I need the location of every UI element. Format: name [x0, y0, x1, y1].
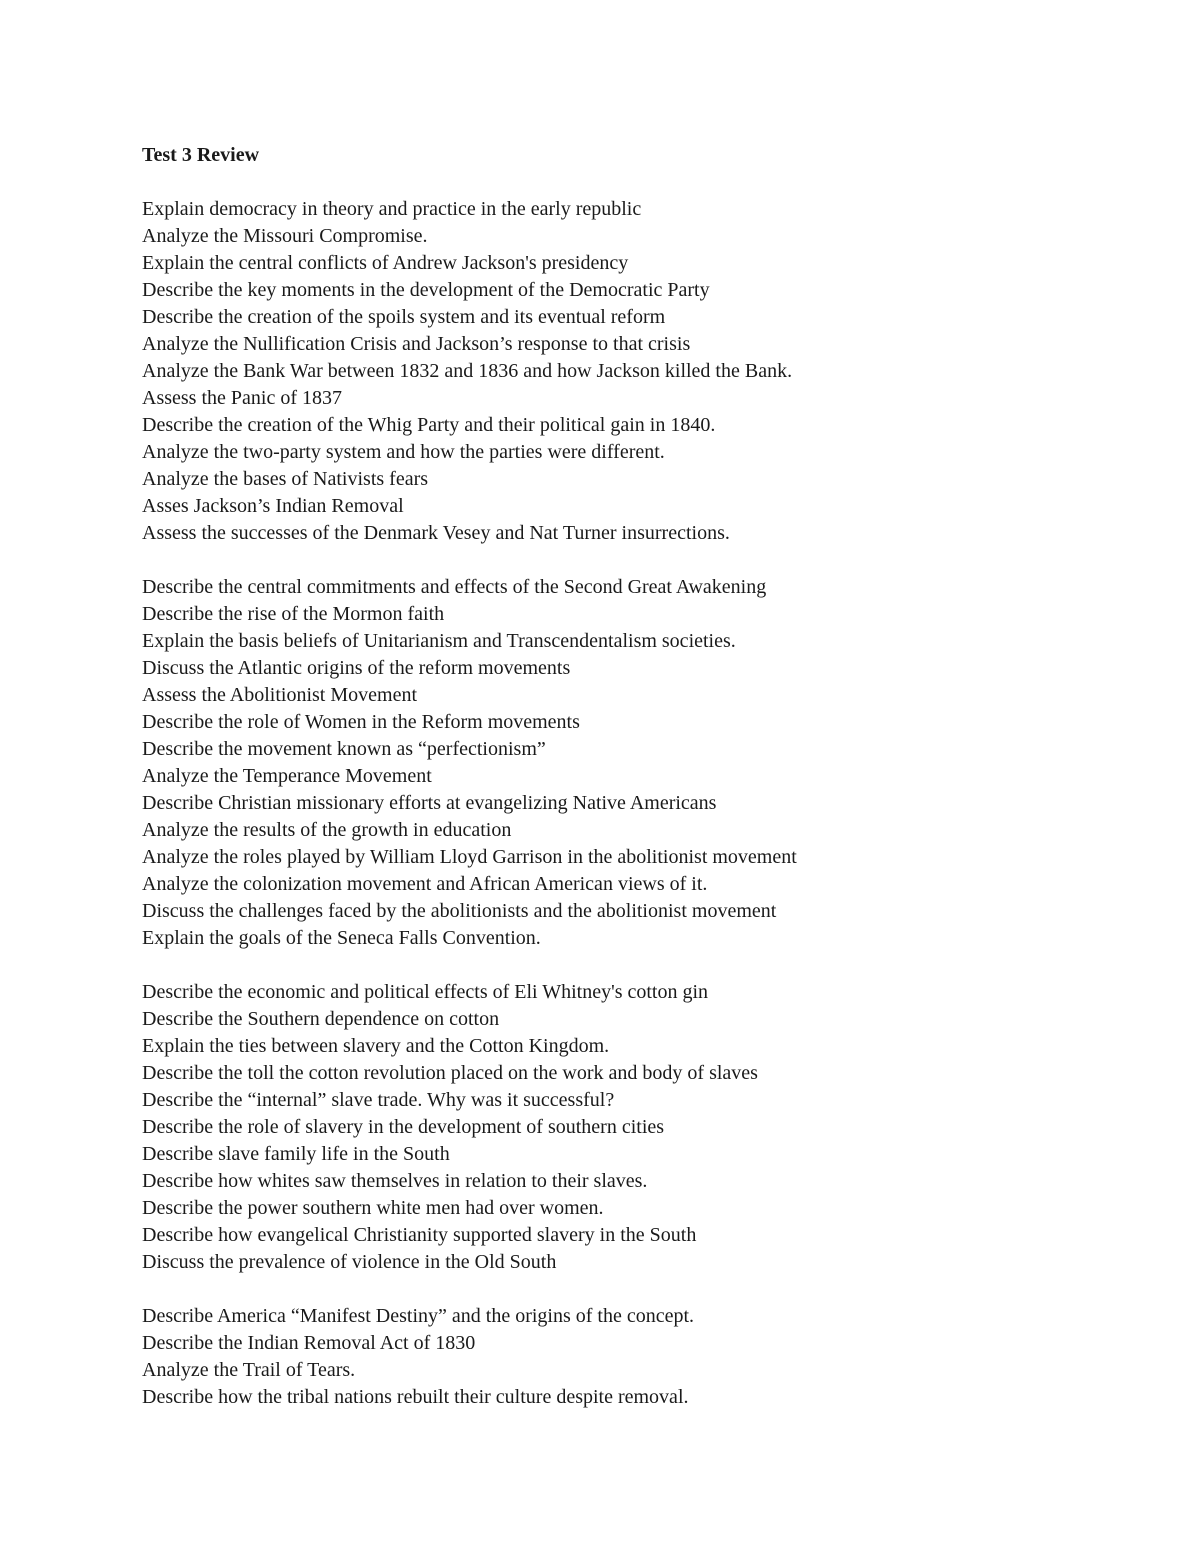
review-item: Describe the creation of the spoils system and its eventual reform — [142, 306, 666, 328]
review-item: Describe the role of Women in the Reform movements — [142, 711, 580, 733]
review-section-4 — [142, 1303, 1142, 1411]
document-body — [142, 142, 1142, 1438]
review-item: Analyze the Missouri Compromise. — [142, 225, 428, 247]
review-item: Assess the Panic of 1837 — [142, 387, 342, 409]
review-item: Describe the movement known as “perfectionism” — [142, 738, 546, 760]
review-sections — [142, 196, 1142, 1411]
review-item: Discuss the prevalence of violence in the Old South — [142, 1251, 557, 1273]
review-item: Analyze the Trail of Tears. — [142, 1359, 356, 1381]
review-item: Discuss the challenges faced by the abolitionists and the abolitionist movement — [142, 900, 777, 922]
review-item: Analyze the two-party system and how the parties were different. — [142, 441, 665, 463]
review-item: Describe how the tribal nations rebuilt their culture despite removal. — [142, 1386, 689, 1408]
review-item: Describe America “Manifest Destiny” and the origins of the concept. — [142, 1305, 695, 1327]
review-item: Explain the basis beliefs of Unitarianism and Transcendentalism societies. — [142, 630, 736, 652]
review-item: Assess the Abolitionist Movement — [142, 684, 417, 706]
review-item: Explain the central conflicts of Andrew Jackson's presidency — [142, 252, 629, 274]
review-item: Describe the power southern white men had over women. — [142, 1197, 604, 1219]
review-item: Describe the creation of the Whig Party and their political gain in 1840. — [142, 414, 716, 436]
review-section-2 — [142, 574, 1142, 952]
review-item: Describe the economic and political effects of Eli Whitney's cotton gin — [142, 981, 709, 1003]
review-item: Analyze the results of the growth in education — [142, 819, 512, 841]
review-item: Analyze the roles played by William Lloyd Garrison in the abolitionist movement — [142, 846, 797, 868]
review-item: Explain the goals of the Seneca Falls Convention. — [142, 927, 541, 949]
review-item: Describe how whites saw themselves in relation to their slaves. — [142, 1170, 648, 1192]
review-item: Describe the “internal” slave trade. Why was it successful? — [142, 1089, 615, 1111]
review-item: Describe the role of slavery in the development of southern cities — [142, 1116, 665, 1138]
review-item: Describe how evangelical Christianity supported slavery in the South — [142, 1224, 697, 1246]
review-section-1 — [142, 196, 1142, 547]
document-title: Test 3 Review — [142, 144, 260, 166]
review-item: Explain the ties between slavery and the Cotton Kingdom. — [142, 1035, 610, 1057]
review-item: Describe Christian missionary efforts at evangelizing Native Americans — [142, 792, 717, 814]
review-item: Describe the Southern dependence on cotton — [142, 1008, 500, 1030]
review-section-3 — [142, 979, 1142, 1276]
review-item: Analyze the Temperance Movement — [142, 765, 432, 787]
review-item: Assess the successes of the Denmark Vesey and Nat Turner insurrections. — [142, 522, 730, 544]
review-item: Analyze the Bank War between 1832 and 1836 and how Jackson killed the Bank. — [142, 360, 793, 382]
review-item: Describe the rise of the Mormon faith — [142, 603, 445, 625]
review-item: Analyze the colonization movement and African American views of it. — [142, 873, 708, 895]
review-item: Analyze the Nullification Crisis and Jackson’s response to that crisis — [142, 333, 691, 355]
review-item: Describe the Indian Removal Act of 1830 — [142, 1332, 476, 1354]
review-item: Explain democracy in theory and practice in the early republic — [142, 198, 642, 220]
review-item: Discuss the Atlantic origins of the reform movements — [142, 657, 571, 679]
review-item: Describe slave family life in the South — [142, 1143, 450, 1165]
review-item: Describe the key moments in the development of the Democratic Party — [142, 279, 710, 301]
review-item: Analyze the bases of Nativists fears — [142, 468, 429, 490]
review-item: Describe the toll the cotton revolution placed on the work and body of slaves — [142, 1062, 758, 1084]
review-item: Asses Jackson’s Indian Removal — [142, 495, 404, 517]
review-item: Describe the central commitments and effects of the Second Great Awakening — [142, 576, 767, 598]
